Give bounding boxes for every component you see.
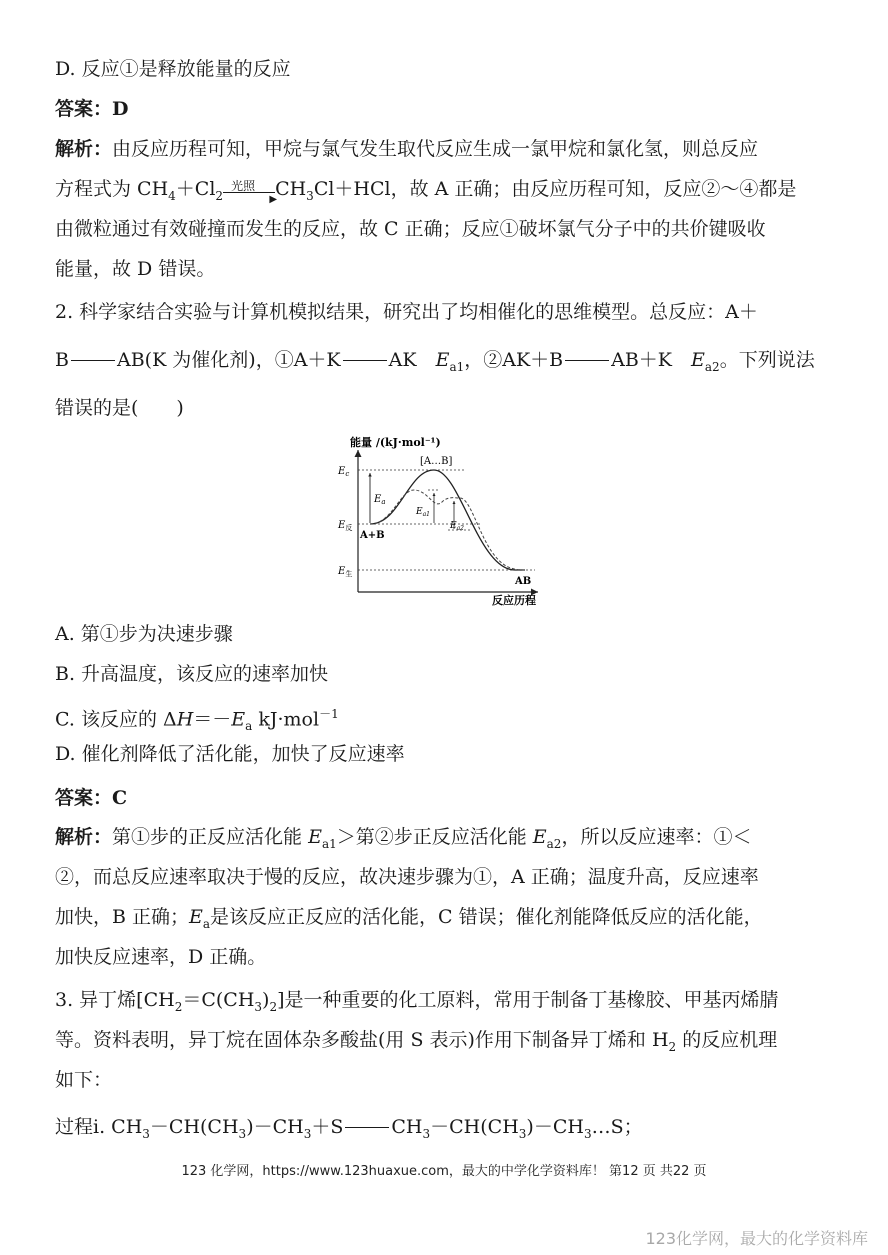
q3-stem-line-1: [55, 988, 835, 1019]
process-part: －CH(CH: [430, 1116, 519, 1138]
option-part: E: [231, 708, 246, 731]
reactant-label: A+B: [360, 530, 385, 541]
answer-value: D: [112, 98, 129, 120]
q1-analysis-line-3: 由微粒通过有效碰撞而发生的反应，故 C 正确；反应①破坏氯气分子中的共价键吸收: [55, 218, 766, 240]
answer-value: C: [112, 787, 128, 809]
transition-state-label: [A…B]: [420, 456, 453, 467]
analysis-part: ＞第②步正反应活化能: [336, 826, 533, 848]
process-part: 3: [518, 1126, 527, 1141]
page-footer: 123 化学网，https://www.123huaxue.com，最大的中学化学资料库！ 第12 页 共22 页: [181, 1164, 707, 1179]
q1-analysis-line-2: 方程式为 $CH_4+Cl_2$ 光照 ▶ $CH_3Cl+HCl$，故 A 正确；由反应历程可知，反应②～④都是: [55, 177, 835, 208]
stem-part: 。下列说法: [719, 349, 815, 371]
stem-part: 3. 异丁烯[CH: [55, 989, 175, 1011]
stem-part: ，②AK＋B: [464, 349, 564, 371]
process-part: 3: [422, 1126, 431, 1141]
reaction-arrow: [343, 360, 387, 361]
y-axis-label: 能量 /(kJ·mol⁻¹): [350, 436, 441, 449]
stem-part: a2: [704, 359, 720, 374]
q1-answer: [55, 97, 835, 121]
stem-part: AK: [388, 349, 417, 371]
reaction-arrow: [71, 360, 115, 361]
stem-part: 的反应机理: [676, 1029, 778, 1051]
equation-part: CH: [275, 178, 307, 200]
ea-label: $E_a$: [374, 494, 386, 506]
ec-label: $E_c$: [338, 466, 350, 478]
process-part: －CH(CH: [149, 1116, 239, 1138]
stem-part: 等。资料表明，异丁烷在固体杂多酸盐(用 S 表示)作用下制备异丁烯和 H: [55, 1029, 669, 1051]
q2-analysis-line-3: [55, 905, 835, 936]
stem-part: AB(K 为催化剂)，①A＋K: [116, 349, 341, 371]
analysis-part: E: [532, 826, 547, 848]
q2-analysis-line-4: 加快反应速率，D 正确。: [55, 946, 267, 968]
option-part: ＝－: [193, 708, 232, 731]
stem-part: AB＋K: [611, 349, 673, 371]
option-part: C. 该反应的 Δ: [55, 708, 177, 731]
analysis-label: 解析：: [55, 138, 113, 160]
x-axis-label: 反应历程: [492, 594, 536, 607]
reaction-arrow-with-condition: 光照 ▶: [223, 180, 275, 200]
q1-analysis-line-4: 能量，故 D 错误。: [55, 258, 216, 280]
q1-analysis-line-1: [55, 137, 835, 161]
stem-part: a1: [449, 359, 465, 374]
stem-part: E: [435, 349, 450, 371]
analysis-part: a2: [546, 836, 562, 851]
option-part: H: [176, 708, 194, 731]
reaction-arrow: [345, 1127, 389, 1128]
uncatalyzed-curve: [370, 470, 525, 570]
analysis-part: 是该反应正反应的活化能，C 错误；催化剂能降低反应的活化能，: [210, 906, 763, 928]
q3-stem-line-2: [55, 1028, 835, 1059]
process-part: 3: [142, 1126, 150, 1141]
analysis-text: 由反应历程可知，甲烷与氯气发生取代反应生成一氯甲烷和氯化氢，则总反应: [112, 138, 759, 160]
process-part: 3: [238, 1126, 247, 1141]
analysis-part: ，所以反应速率：①＜: [561, 826, 752, 848]
q3-process-i: [55, 1115, 835, 1146]
q1-option-d: D. 反应①是释放能量的反应: [55, 58, 291, 80]
equation-part: 方程式为 CH: [55, 178, 169, 200]
equation-part: ＋Cl: [175, 178, 216, 200]
stem-part: 3: [254, 999, 263, 1014]
option-part: －1: [319, 707, 339, 721]
stem-part: 2: [174, 999, 183, 1014]
analysis-part: a1: [321, 836, 337, 851]
energy-profile-diagram: [330, 432, 560, 610]
option-part: kJ·mol: [252, 708, 320, 731]
option-part: a: [245, 719, 253, 734]
answer-label: 答案：: [55, 98, 113, 120]
analysis-part: E: [189, 906, 203, 928]
process-part: …S；: [591, 1116, 643, 1138]
process-part: )－CH: [246, 1116, 304, 1138]
q2-answer: [55, 786, 835, 810]
q2-stem-line-1: 2. 科学家结合实验与计算机模拟结果，研究出了均相催化的思维模型。总反应：A＋: [55, 301, 758, 323]
q2-option-d: D. 催化剂降低了活化能，加快了反应速率: [55, 743, 405, 765]
process-part: )－CH: [526, 1116, 584, 1138]
stem-part: E: [691, 349, 705, 371]
stem-part: ]是一种重要的化工原料，常用于制备丁基橡胶、甲基丙烯腈: [277, 989, 779, 1011]
stem-part: ): [262, 989, 270, 1011]
analysis-text: Cl＋HCl，故 A 正确；由反应历程可知，反应②～④都是: [313, 178, 797, 200]
process-part: 3: [303, 1126, 312, 1141]
stem-part: 2: [668, 1039, 677, 1054]
stem-part: 2: [269, 999, 278, 1014]
q2-option-a: A. 第①步为决速步骤: [55, 623, 233, 645]
ea1-label: $E_{a1}$: [416, 507, 430, 518]
q2-option-b: B. 升高温度，该反应的速率加快: [55, 663, 329, 685]
e-product-label: $E_生$: [338, 566, 353, 578]
q2-analysis-line-1: [55, 825, 835, 856]
e-reactant-label: $E_反$: [338, 520, 353, 532]
analysis-part: 第①步的正反应活化能: [112, 826, 309, 848]
q2-option-c: [55, 702, 835, 738]
analysis-label: 解析：: [55, 826, 113, 848]
product-label: AB: [515, 576, 532, 587]
ea2-label: $E_{a2}$: [450, 521, 464, 532]
catalyzed-curve: [370, 490, 525, 570]
q2-analysis-line-2: ②，而总反应速率取决于慢的反应，故决速步骤为①，A 正确；温度升高，反应速率: [55, 866, 759, 888]
stem-part: B: [55, 349, 69, 371]
watermark: 123化学网，最大的化学资料库: [645, 1229, 868, 1248]
analysis-part: a: [202, 916, 211, 931]
analysis-part: E: [308, 826, 322, 848]
answer-label: 答案：: [55, 787, 113, 809]
reaction-condition: 光照: [231, 179, 256, 193]
analysis-part: 加快，B 正确；: [55, 906, 190, 928]
process-part: ＋S: [311, 1116, 344, 1138]
process-part: 过程i. CH: [55, 1116, 143, 1138]
process-part: 3: [583, 1126, 592, 1141]
stem-part: ＝C(CH: [182, 989, 255, 1011]
reaction-arrow: [565, 360, 609, 361]
process-part: CH: [391, 1116, 423, 1138]
q2-stem-line-2: [55, 348, 835, 379]
q3-stem-line-3: 如下：: [55, 1069, 113, 1091]
q2-stem-line-3: 错误的是( ): [55, 397, 184, 419]
